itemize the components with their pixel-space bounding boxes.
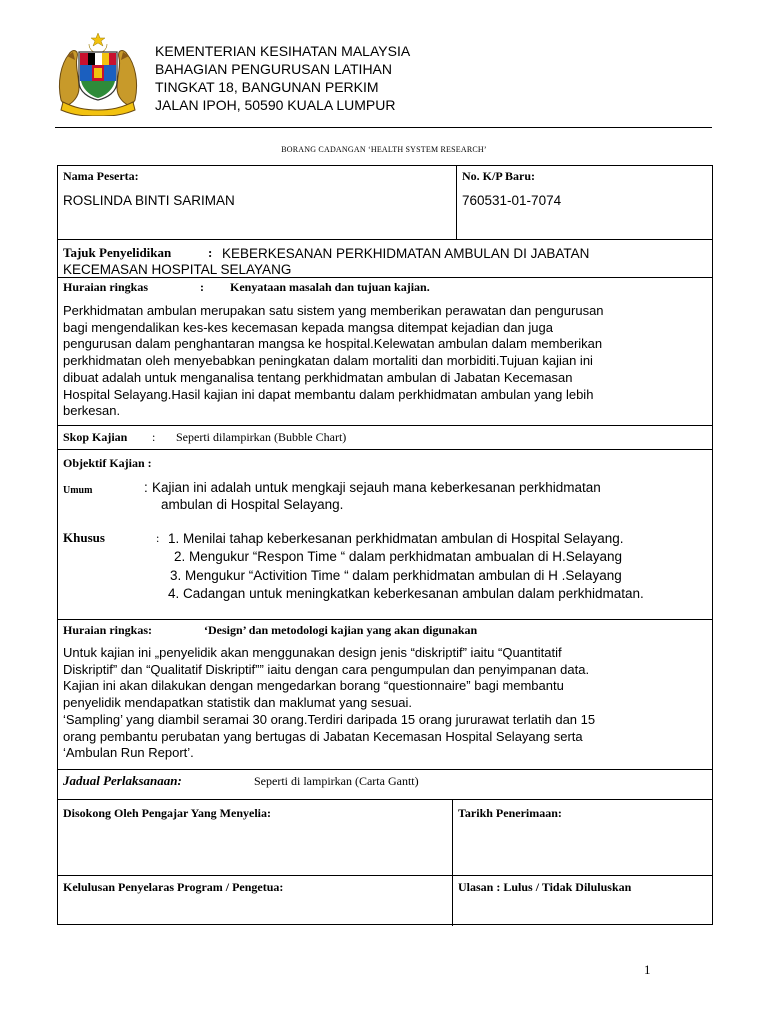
general-objective-text: Kajian ini adalah untuk mengkaji sejauh mana keberkesanan perkhidmatan <box>152 480 601 495</box>
header-rule <box>55 127 712 128</box>
text-line: bagi mengendalikan kes-kes kecemasan kepada mangsa ditempat kejadian dan juga <box>63 319 553 335</box>
specific-objective-item: 2. Mengukur “Respon Time “ dalam perkhidmatan ambualan di H.Selayang <box>174 549 622 564</box>
scope-label: Skop Kajian <box>63 430 128 444</box>
proposal-form <box>57 165 713 925</box>
research-title-label: Tajuk Penyelidikan <box>63 245 172 260</box>
text-line: pengurusan dalam penghantaran mangsa ke hospital.Kelewatan ambulan dalam memberikan <box>63 336 603 352</box>
general-objective-text-continued: ambulan di Hospital Selayang. <box>161 497 344 512</box>
text-line: berkesan. <box>63 403 121 419</box>
text-line: perkhidmatan oleh menyebabkan peningkatan dalam mortaliti dan morbiditi.Tujuan kajian ini <box>63 353 593 369</box>
participant-name-value: ROSLINDA BINTI SARIMAN <box>63 193 235 208</box>
specific-objective-item: 1. Menilai tahap keberkesanan perkhidmatan ambulan di Hospital Selayang. <box>168 531 624 546</box>
research-title-colon: : <box>208 245 213 260</box>
research-title-value: KEBERKESANAN PERKHIDMATAN AMBULAN DI JABATAN <box>222 246 590 261</box>
scope-colon: : <box>152 430 156 444</box>
methodology-label: Huraian ringkas: <box>63 623 153 637</box>
research-title-row <box>58 239 712 277</box>
ministry-name: KEMENTERIAN KESIHATAN MALAYSIA <box>155 43 411 59</box>
approval-label: Kelulusan Penyelaras Program / Pengetua: <box>63 880 284 894</box>
text-line: Perkhidmatan ambulan merupakan satu sistem yang memberikan perawatan dan pengurusan <box>63 303 604 318</box>
address-line-1: TINGKAT 18, BANGUNAN PERKIM <box>155 79 379 95</box>
specific-objective-item: 4. Cadangan untuk meningkatkan keberkesanan ambulan dalam perkhidmatan. <box>168 586 644 601</box>
text-line: ‘Sampling’ yang diambil seramai 30 orang.Terdiri daripada 15 orang jururawat terlatih dan 15 <box>63 711 596 727</box>
text-line: ‘Ambulan Run Report’. <box>63 745 194 761</box>
problem-statement-row <box>58 277 712 425</box>
scope-value: Seperti dilampirkan (Bubble Chart) <box>176 430 347 444</box>
general-objective-colon: : <box>144 480 148 495</box>
specific-objective-colon: : <box>156 531 160 545</box>
page-number: 1 <box>644 962 651 977</box>
methodology-text <box>63 645 703 762</box>
problem-statement-text <box>63 303 703 420</box>
column-divider <box>452 876 453 926</box>
research-title-value-continued: KECEMASAN HOSPITAL SELAYANG <box>63 262 292 277</box>
approval-row <box>58 875 712 925</box>
text-line: Untuk kajian ini „penyelidik akan menggunakan design jenis “diskriptif” iaitu “Quantitatif <box>63 645 562 660</box>
schedule-value: Seperti di lampirkan (Carta Gantt) <box>254 774 419 788</box>
methodology-row <box>58 619 712 769</box>
methodology-subtitle: ‘Design’ dan metodologi kajian yang akan digunakan <box>204 623 478 637</box>
column-divider <box>452 800 453 876</box>
text-line: dibuat adalah untuk menganalisa tentang perkhidmatan ambulan di Jabatan Kecemasan <box>63 369 573 385</box>
text-line: Diskriptif” dan “Qualitatif Diskriptif”” iaitu dengan cara pengumpulan dan penyimpanan data. <box>63 661 590 677</box>
general-objective-label: Umum <box>63 485 93 496</box>
objectives-row <box>58 449 712 619</box>
supervisor-support-label: Disokong Oleh Pengajar Yang Menyelia: <box>63 806 272 820</box>
coat-of-arms-icon <box>55 30 141 116</box>
supervisor-support-row <box>58 799 712 875</box>
schedule-label: Jadual Perlaksanaan: <box>63 773 182 788</box>
text-line: Kajian ini akan dilakukan dengan mengedarkan borang “questionnaire” bagi membantu <box>63 678 564 694</box>
objectives-label: Objektif Kajian : <box>63 456 152 470</box>
summary-colon: : <box>200 280 204 294</box>
text-line: penyelidik mendapatkan statistik dan maklumat yang sesuai. <box>63 695 413 711</box>
participant-name-label: Nama Peserta: <box>63 169 139 183</box>
address-line-2: JALAN IPOH, 50590 KUALA LUMPUR <box>155 97 396 113</box>
specific-objective-item: 3. Mengukur “Activition Time “ dalam perkhidmatan ambulan di H .Selayang <box>170 568 622 583</box>
approval-remark-label: Ulasan : Lulus / Tidak Diluluskan <box>458 880 632 894</box>
column-divider <box>456 166 457 239</box>
scope-row <box>58 425 712 449</box>
schedule-row <box>58 769 712 799</box>
form-title: BORANG CADANGAN ‘HEALTH SYSTEM RESEARCH’ <box>281 145 487 154</box>
text-line: Hospital Selayang.Hasil kajian ini dapat membantu dalam perkhidmatan ambulan yang lebih <box>63 386 594 402</box>
specific-objective-label: Khusus <box>63 530 105 545</box>
text-line: orang pembantu perubatan yang bertugas di Jabatan Kecemasan Hospital Selayang serta <box>63 728 583 744</box>
summary-label: Huraian ringkas <box>63 280 149 294</box>
ic-number-value: 760531-01-7074 <box>462 193 562 208</box>
ic-number-label: No. K/P Baru: <box>462 169 536 183</box>
receipt-date-label: Tarikh Penerimaan: <box>458 806 562 820</box>
division-name: BAHAGIAN PENGURUSAN LATIHAN <box>155 61 393 77</box>
summary-subtitle: Kenyataan masalah dan tujuan kajian. <box>230 280 430 294</box>
